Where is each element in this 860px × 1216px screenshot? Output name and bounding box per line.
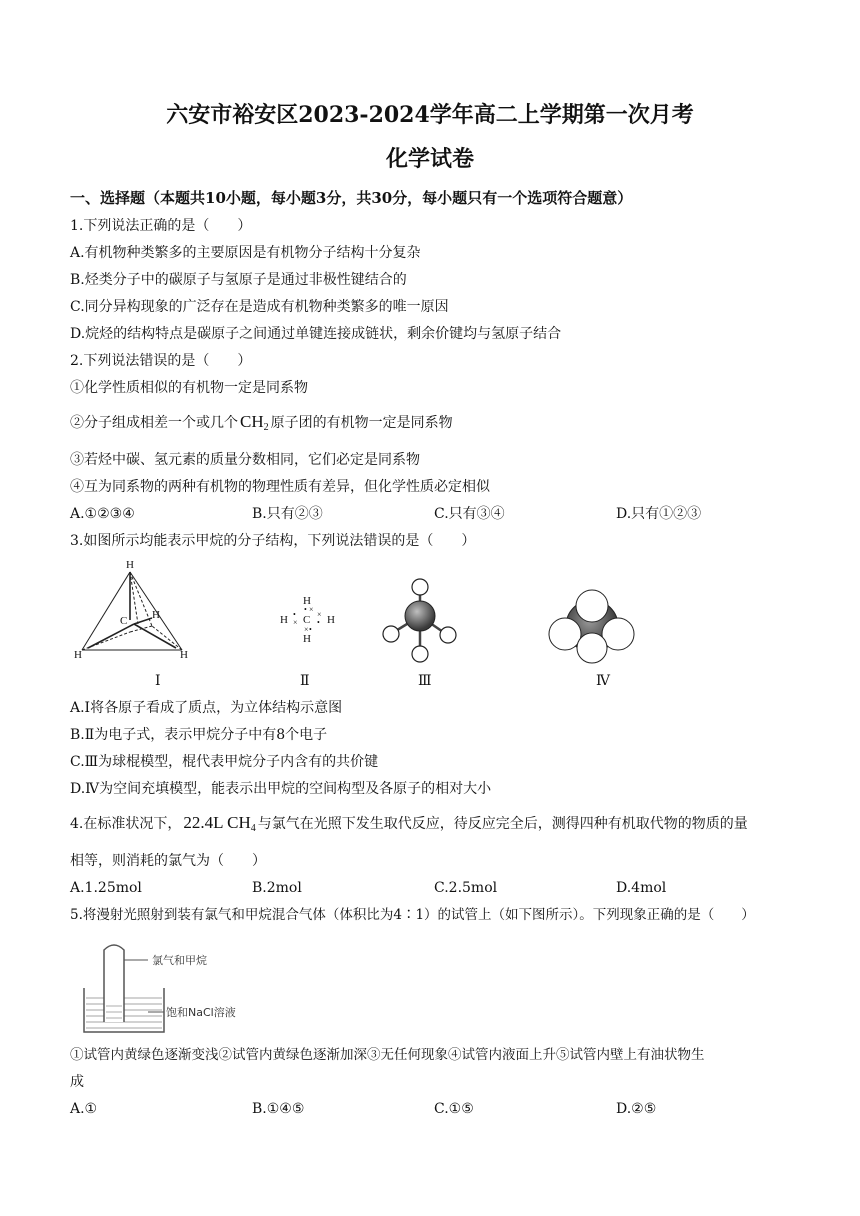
q4-option-d: D.4mol xyxy=(616,880,667,896)
ef-h-left: H xyxy=(280,614,288,626)
atom-h-top: H xyxy=(126,559,134,571)
svg-text:×: × xyxy=(309,605,314,614)
label-gas: 氯气和甲烷 xyxy=(152,954,207,967)
section-heading: 一、选择题（本题共10小题，每小题3分，共30分，每小题只有一个选项符合题意） xyxy=(70,189,633,207)
q4-stem-pre: 4.在标准状况下， xyxy=(70,816,182,832)
q4-option-b: B.2mol xyxy=(252,880,302,896)
atom-h-right: H xyxy=(180,649,188,661)
q2-option-b: B.只有②③ xyxy=(252,506,323,522)
q1-option-b: B.烃类分子中的碳原子与氢原子是通过非极性键结合的 xyxy=(70,272,407,288)
ch4-amount xyxy=(183,813,255,832)
ef-c: C xyxy=(303,614,311,626)
q5-stem: 5.将漫射光照射到装有氯气和甲烷混合气体（体积比为4∶1）的试管上（如下图所示）。下列现象正确的是（ ） xyxy=(70,907,755,923)
q4-option-c: C.2.5mol xyxy=(434,880,498,896)
q5-phenomena-line2: 成 xyxy=(70,1074,84,1090)
q5-phenomena-line1: ①试管内黄绿色逐渐变浅②试管内黄绿色逐渐加深③无任何现象④试管内液面上升⑤试管内壁上有油状物生 xyxy=(70,1047,705,1063)
svg-text:•: • xyxy=(304,605,307,614)
ef-h-bottom: H xyxy=(303,633,311,642)
q2-option-c: C.只有③④ xyxy=(434,506,505,522)
test-tube-apparatus-figure xyxy=(78,940,248,1038)
fig-label-2: Ⅱ xyxy=(300,673,310,689)
methane-ball-stick-figure xyxy=(376,574,460,666)
svg-text:•: • xyxy=(309,625,312,634)
svg-text:×: × xyxy=(304,625,309,634)
q3-stem: 3.如图所示均能表示甲烷的分子结构，下列说法错误的是（ ） xyxy=(70,533,476,549)
q2-statement-3: ③若烃中碳、氢元素的质量分数相同，它们必定是同系物 xyxy=(70,452,420,468)
q2-option-a: A.①②③④ xyxy=(70,506,135,522)
q1-option-a: A.有机物种类繁多的主要原因是有机物分子结构十分复杂 xyxy=(70,245,421,261)
ch4-amount-main: 22.4L CH xyxy=(183,813,251,832)
q2-statement-2-post: 原子团的有机物一定是同系物 xyxy=(270,415,453,431)
svg-text:×: × xyxy=(317,610,322,619)
methane-space-filling-figure xyxy=(548,586,638,668)
q5-option-a: A.① xyxy=(70,1101,98,1117)
q2-statement-2 xyxy=(70,413,453,437)
ch4-amount-sub: 4 xyxy=(250,823,256,834)
q3-option-a: A.Ⅰ将各原子看成了质点，为立体结构示意图 xyxy=(70,700,343,716)
q2-stem: 2.下列说法错误的是（ ） xyxy=(70,353,252,369)
q1-stem: 1.下列说法正确的是（ ） xyxy=(70,218,252,234)
exam-subtitle: 化学试卷 xyxy=(385,146,474,172)
svg-text:•: • xyxy=(293,610,296,619)
q4-option-a: A.1.25mol xyxy=(70,880,142,896)
methane-electron-formula-figure xyxy=(272,592,344,642)
fig-label-4: Ⅳ xyxy=(596,673,610,689)
svg-text:×: × xyxy=(293,618,298,627)
atom-c: C xyxy=(120,615,128,627)
q5-option-b: B.①④⑤ xyxy=(252,1101,305,1117)
q2-statement-1: ①化学性质相似的有机物一定是同系物 xyxy=(70,380,308,396)
atom-h-left: H xyxy=(74,649,82,661)
q5-option-d: D.②⑤ xyxy=(616,1101,657,1117)
q2-option-d: D.只有①②③ xyxy=(616,506,702,522)
ef-h-top: H xyxy=(303,595,311,607)
fig-label-1: Ⅰ xyxy=(155,673,161,689)
q4-stem xyxy=(70,814,748,838)
ch2-formula-sub: 2 xyxy=(263,422,269,433)
fig-label-3: Ⅲ xyxy=(418,673,432,689)
q4-stem-line2: 相等，则消耗的氯气为（ ） xyxy=(70,853,266,869)
methane-tetrahedron-figure xyxy=(68,556,208,664)
exam-title: 六安市裕安区2023-2024学年高二上学期第一次月考 xyxy=(166,102,694,128)
q3-option-c: C.Ⅲ为球棍模型，棍代表甲烷分子内含有的共价键 xyxy=(70,754,379,770)
q3-option-d: D.Ⅳ为空间充填模型，能表示出甲烷的空间构型及各原子的相对大小 xyxy=(70,781,492,797)
q2-statement-4: ④互为同系物的两种有机物的物理性质有差异，但化学性质必定相似 xyxy=(70,479,490,495)
ch2-formula-main: CH xyxy=(240,412,264,431)
q2-statement-2-pre: ②分子组成相差一个或几个 xyxy=(70,415,238,431)
label-liquid: 饱和NaCl溶液 xyxy=(166,1006,236,1019)
ef-h-right: H xyxy=(327,614,335,626)
atom-h-back: H xyxy=(152,609,160,621)
q3-option-b: B.Ⅱ为电子式，表示甲烷分子中有8个电子 xyxy=(70,727,328,743)
q4-stem-post: 与氯气在光照下发生取代反应，待反应完全后，测得四种有机取代物的物质的量 xyxy=(257,816,748,832)
ch2-formula xyxy=(240,412,269,431)
svg-text:•: • xyxy=(317,618,320,627)
q1-option-d: D.烷烃的结构特点是碳原子之间通过单键连接成链状，剩余价键均与氢原子结合 xyxy=(70,326,562,342)
q1-option-c: C.同分异构现象的广泛存在是造成有机物种类繁多的唯一原因 xyxy=(70,299,449,315)
q5-option-c: C.①⑤ xyxy=(434,1101,474,1117)
